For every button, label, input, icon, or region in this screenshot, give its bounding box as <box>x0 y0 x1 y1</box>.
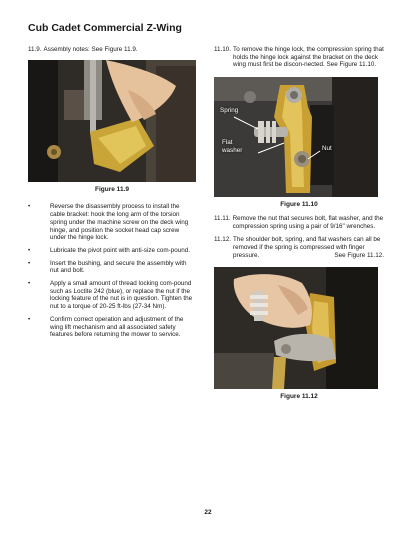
step-text: Remove the nut that secures bolt, flat washer, and the compression spring using a pair of 9/16" wrenches. <box>232 214 384 230</box>
nut-label: Nut <box>322 145 332 153</box>
spring-label: Spring <box>220 107 239 115</box>
figure-11-9-photo <box>28 60 196 182</box>
figure-11-12-caption: Figure 11.12 <box>280 393 318 401</box>
list-item-text: Reverse the disassembly process to install the cable bracket: hook the long arm of the torsion spring under the machine screw on the deck wing hinge, and position the socket head cap screw under the hinge lock. <box>50 203 189 242</box>
bullet-symbol: • <box>28 203 31 211</box>
bullet-symbol: • <box>28 259 31 267</box>
list-item-text: Apply a small amount of thread locking com-pound such as Loctite 242 (blue), or replace the nut if the locking feature of the nut is in question. Tighten the nut to a torque of 20-25 ft-lbs (27-34 Nm). <box>50 280 193 311</box>
flat-washers-label: Flat washer <box>222 139 243 154</box>
figure-11-10-photo <box>214 77 378 197</box>
figure-reference: See Figure 11.12. <box>334 251 384 259</box>
list-item <box>28 316 196 339</box>
step-11-9 <box>28 46 196 54</box>
figure-11-9-caption: Figure 11.9 <box>95 185 129 193</box>
step-text-body: The shoulder bolt, spring, and flat washers can all be removed if the spring is compressed with finger pressure. <box>233 236 381 259</box>
page-title: Cub Cadet Commercial Z-Wing <box>28 22 182 34</box>
page-number: 22 <box>204 509 212 516</box>
right-column <box>214 46 384 405</box>
list-item-text: Lubricate the pivot point with anti-size com-pound. <box>50 246 191 254</box>
step-11-11 <box>214 215 384 230</box>
list-item <box>28 203 196 242</box>
step-text: To remove the hinge lock, the compression spring that holds the hinge lock against the bracket on the deck wing must first be discon-nected. See Figure 11.10. <box>233 46 384 69</box>
step-11-10 <box>214 46 384 69</box>
list-item <box>28 260 196 275</box>
step-number: 11.12. <box>214 236 232 244</box>
left-column <box>28 46 196 344</box>
list-item-text: Confirm correct operation and adjustment of the wing lift mechanism and all associated safety features before returning the mower to service. <box>50 315 184 339</box>
figure-11-12-photo <box>214 267 378 389</box>
bullet-symbol: • <box>28 315 31 323</box>
step-text: Assembly notes: See Figure 11.9. <box>43 46 138 53</box>
list-item <box>28 280 196 311</box>
list-item <box>28 247 196 255</box>
bullet-symbol: • <box>28 280 31 288</box>
bullet-symbol: • <box>28 246 31 254</box>
assembly-notes-list <box>28 203 196 339</box>
step-number: 11.9. <box>28 46 42 53</box>
step-number: 11.11. <box>214 214 231 222</box>
step-number: 11.10. <box>214 46 232 53</box>
step-text <box>233 236 384 259</box>
list-item-text: Insert the bushing, and secure the assembly with nut and bolt. <box>50 259 187 275</box>
step-11-12 <box>214 236 384 259</box>
figure-11-10-caption: Figure 11.10 <box>280 201 318 209</box>
